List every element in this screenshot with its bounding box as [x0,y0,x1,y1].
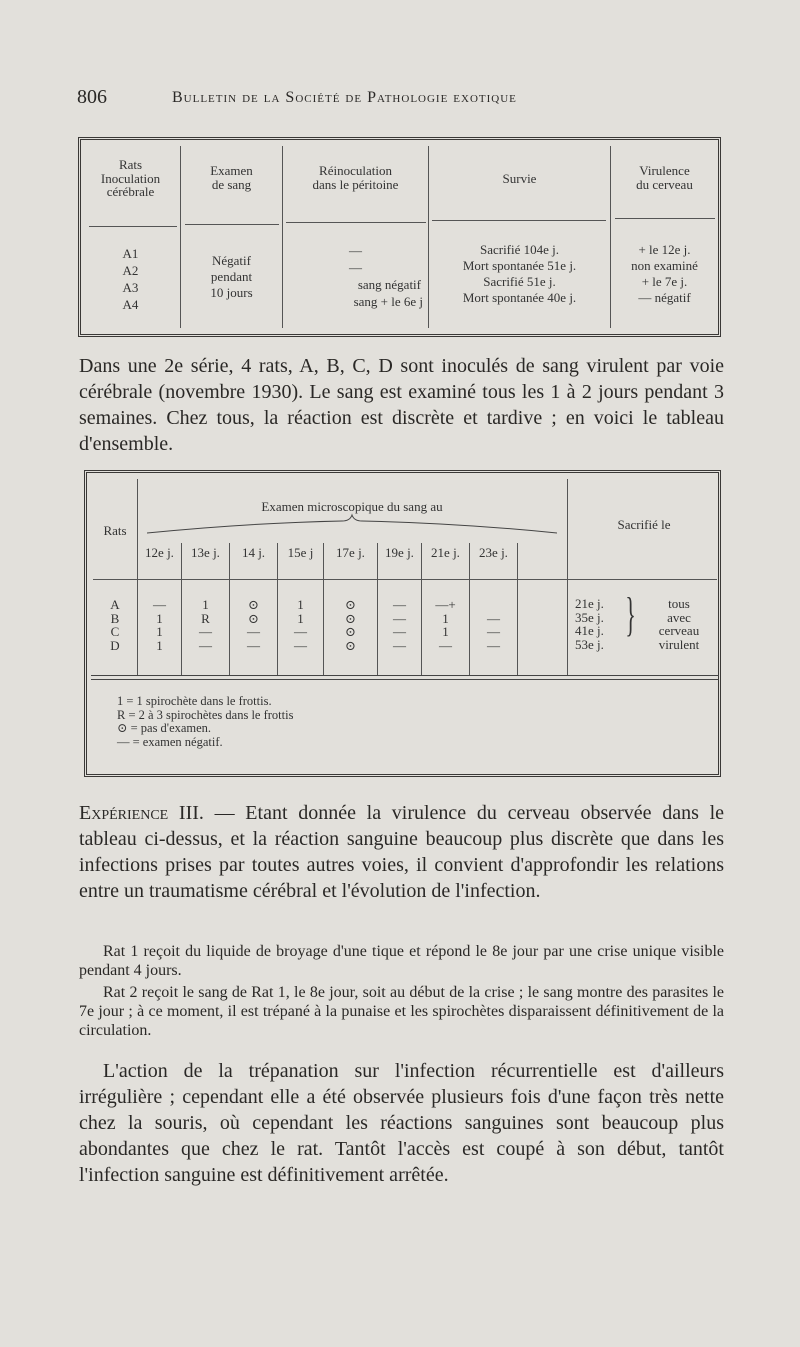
table-cell: 1 [297,597,304,612]
table-examen-sang [84,470,721,777]
table-cell: 1 [156,637,163,653]
table-cell: — [393,597,406,612]
paragraph-experience: Expérience III. — Etant donnée la virulence du cerveau observée dans le tableau ci-dessus, et la réaction sanguine beaucoup plus discrète que dans les infections prises par toutes autres voies, il convient d'approfondir les relations entre un traumatisme cérébral et l'évolution de l'infection. [79,802,725,902]
table-cell: 1 [297,610,304,626]
table-cell: — [199,637,212,653]
table-cell: 1 [202,597,209,612]
legend [117,695,293,749]
day-header: 17e j. [336,545,365,560]
day-header: 12e j. [145,545,174,560]
paragraph-rat1: Rat 1 reçoit du liquide de broyage d'une tique et répond le 8e jour par une crise unique visible pendant 4 jours. [79,943,724,979]
table-cell: ⊙ [345,597,356,612]
table-cell: — [487,624,500,639]
day-header: 14 j. [241,545,266,560]
header-virulence: Virulence du cerveau [636,163,693,192]
virulence-column: + le 12e j. non examiné + le 7e j. — négatif [631,242,698,305]
table-cell: 1 [442,610,449,626]
day-header: 21e j. [431,545,460,560]
table-cell: —+ [435,597,456,612]
header-sacrifie: Sacrifié le [617,517,671,532]
day-header: 23e j. [479,545,508,560]
table-cell: — [393,624,406,639]
reinoculation-column: — — sang négatif sang + le 6e j [349,243,423,309]
survie-column: Sacrifié 104e j. Mort spontanée 51e j. Sacrifié 51e j. Mort spontanée 40e j. [462,242,577,305]
legend-item: 1 = 1 spirochète dans le frottis. [117,694,272,708]
header-survie: Survie [502,171,537,186]
running-head [77,86,720,110]
table-cell: ⊙ [345,610,356,626]
header-examen-microscopique: Examen microscopique du sang au [261,499,443,514]
sacrifie-column: 21e j. 35e j. 41e j. 53e j. [575,596,604,652]
table-cell: — [487,637,500,653]
table-cell: 1 [442,624,449,639]
table-cell: ⊙ [345,624,356,639]
rat-label: A [110,597,120,612]
paragraph-rat2: Rat 2 reçoit le sang de Rat 1, le 8e jour, soit au début de la crise ; le sang montre des parasites le 7e jour ; à ce moment, il est trépané à la punaise et les spirochètes disparaissent définitivement de la circulation. [79,984,724,1039]
page-number: 806 [77,86,107,108]
header-rats: Rats [103,523,127,538]
day-header: 15e j [287,545,314,560]
header-rats: Rats Inoculation cérébrale [100,157,161,200]
table-cell: R [201,610,210,626]
experience-label: Expérience III. [79,802,204,824]
legend-item: R = 2 à 3 spirochètes dans le frottis [117,707,294,722]
journal-title: Bulletin de la Société de Pathologie exotique [172,89,517,106]
table-cell: 1 [156,610,163,626]
paragraph-serie: Dans une 2e série, 4 rats, A, B, C, D sont inoculés de sang virulent par voie cérébrale (novembre 1930). Le sang est examiné tous les 1 à 2 jours pendant 3 semaines. Chez tous, la réaction est discrète et tardive ; en voici le tableau d'ensemble. [79,355,724,455]
table-cell: — [247,637,260,653]
table-cell: ⊙ [248,610,259,626]
day-header: 13e j. [191,545,220,560]
table-cell: — [393,637,406,653]
rats-column: A1 A2 A3 A4 [122,246,139,312]
table-cell: — [153,597,166,612]
brace-icon [147,513,557,537]
rat-label: C [110,624,120,639]
table-cell: — [439,637,452,653]
rat-label: D [110,637,120,653]
table-cell: — [393,610,406,626]
table-cell: — [294,637,307,653]
table-cell: — [487,610,500,626]
sacrifie-note: tous avec cerveau virulent [658,596,700,652]
day-header: 19e j. [385,545,414,560]
table-cell: — [294,624,307,639]
table-cell: ⊙ [248,597,259,612]
header-examen: Examen de sang [210,163,253,192]
table-inoculation [78,137,721,337]
paragraph-trepanation: L'action de la trépanation sur l'infection récurrentielle est d'ailleurs irrégulière ; cependant elle a été observée plusieurs fois d'une façon très nette chez la souris, où cependant les réactions sanguines sont beaucoup plus abondantes que chez le rat. Tantôt l'accès est coupé à son début, tantôt l'infection sanguine est définitivement arrêtée. [79,1060,724,1186]
table-cell: — [199,624,212,639]
rat-label: B [110,610,120,626]
legend-item: — = examen négatif. [117,734,223,749]
table-cell: — [247,624,260,639]
header-reinoculation: Réinoculation dans le péritoine [312,163,399,192]
table-cell: ⊙ [345,637,356,653]
examen-column: Négatif pendant 10 jours [210,253,253,300]
table-cell: 1 [156,624,163,639]
right-brace-icon: } [625,588,636,641]
legend-item: ⊙ = pas d'examen. [117,721,212,735]
